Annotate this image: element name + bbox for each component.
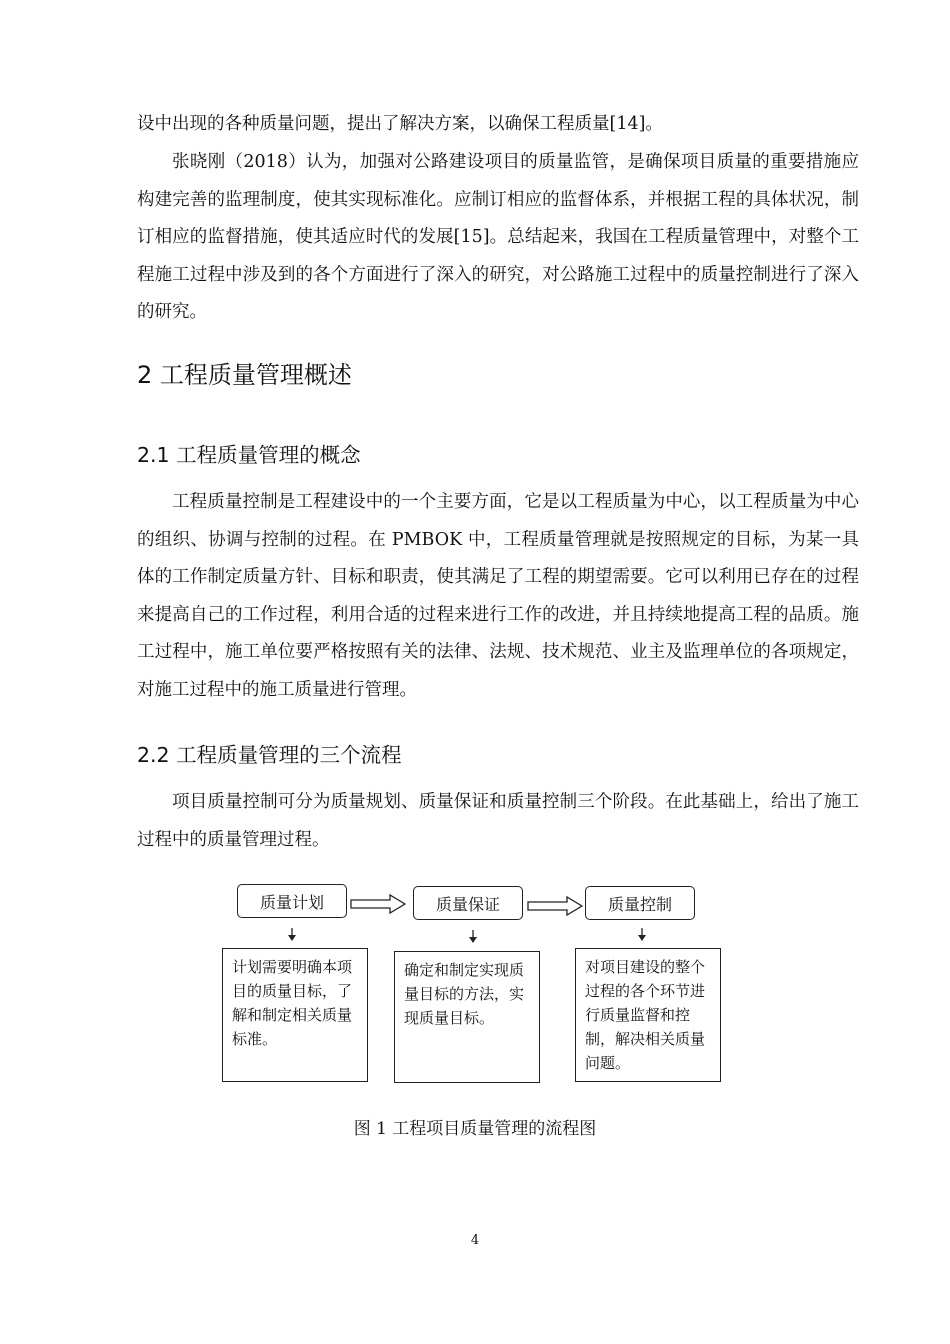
section-heading-2-2: 2.2 工程质量管理的三个流程	[137, 743, 402, 767]
section-heading-2-1: 2.1 工程质量管理的概念	[137, 443, 361, 467]
right-arrow-icon	[527, 896, 583, 916]
paragraph-literature-review: 张晓刚（2018）认为，加强对公路建设项目的质量监管，是确保项目质量的重要措施应构建完善的监理制度，使其实现标准化。应制订相应的监督体系，并根据工程的具体状况，制订相应的监督措施，使其适应时代的发展[15]。总结起来，我国在工程质量管理中，对整个工程施工过程中涉及到的各个方面进行了深入的研究，对公路施工过程中的质量控制进行了深入的研究。	[137, 152, 859, 322]
flow-step-title-2: 质量保证	[413, 886, 523, 920]
flow-step-title-1: 质量计划	[237, 884, 347, 918]
down-arrow-icon	[637, 928, 647, 942]
paragraph-continuation: 设中出现的各种质量问题，提出了解决方案，以确保工程质量[14]。	[137, 114, 663, 134]
paragraph-concept: 工程质量控制是工程建设中的一个主要方面，它是以工程质量为中心，以工程质量为中心的组织、协调与控制的过程。在 PMBOK 中，工程质量管理就是按照规定的目标，为某一具体的工作制定质量方针、目标和职责，使其满足了工程的期望需要。它可以利用已存在的过程来提高自己的工作过程，利用合适的过程来进行工作的改进，并且持续地提高工程的品质。施工过程中，施工单位要严格按照有关的法律、法规、技术规范、业主及监理单位的各项规定，对施工过程中的施工质量进行管理。	[137, 492, 859, 700]
down-arrow-icon	[468, 930, 478, 944]
flow-step-title-3: 质量控制	[585, 886, 695, 920]
quality-management-flowchart	[220, 880, 730, 1090]
figure-caption: 图 1 工程项目质量管理的流程图	[353, 1119, 597, 1139]
chapter-heading: 2 工程质量管理概述	[137, 361, 352, 389]
down-arrow-icon	[287, 928, 297, 942]
paragraph-process-intro: 项目质量控制可分为质量规划、质量保证和质量控制三个阶段。在此基础上，给出了施工过程中的质量管理过程。	[137, 792, 859, 850]
right-arrow-icon	[350, 894, 406, 914]
page-number: 4	[470, 1233, 480, 1248]
flow-step-desc-1: 计划需要明确本项目的质量目标，了解和制定相关质量标准。	[222, 948, 368, 1082]
flow-step-desc-3: 对项目建设的整个过程的各个环节进行质量监督和控制，解决相关质量问题。	[575, 948, 721, 1082]
flow-step-desc-2: 确定和制定实现质量目标的方法，实现质量目标。	[394, 951, 540, 1083]
